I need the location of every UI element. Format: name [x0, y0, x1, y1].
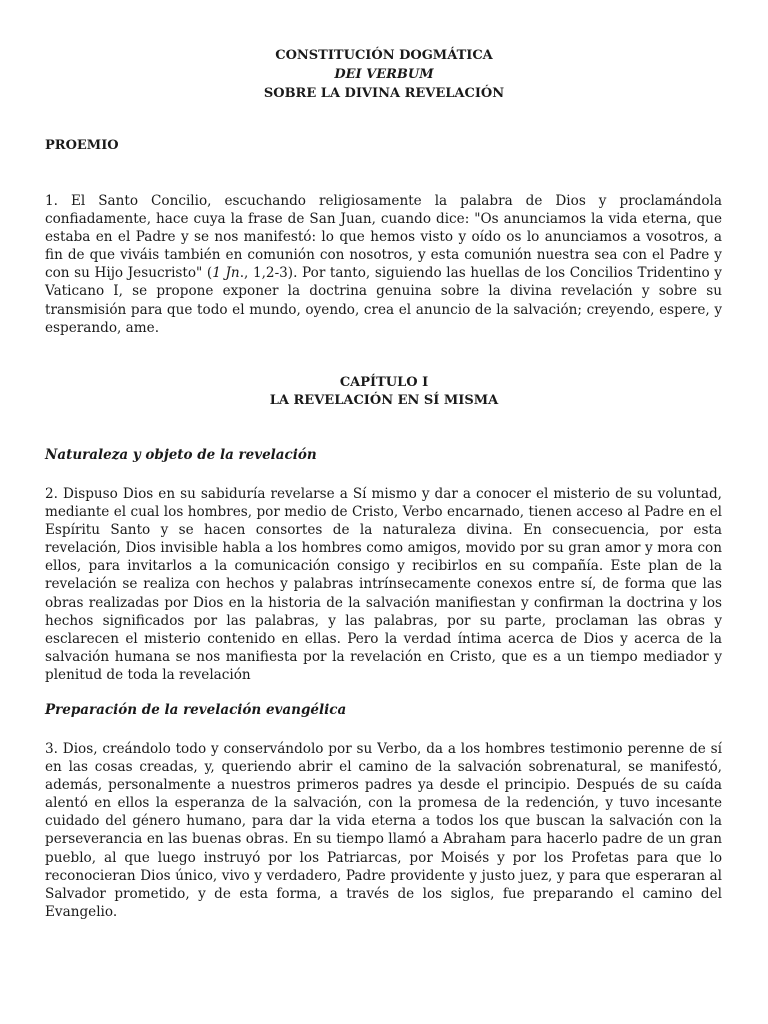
chapter-title: LA REVELACIÓN EN SÍ MISMA [269, 393, 499, 408]
paragraph-1-text-b: ., 1,2-3). Por tanto, siguiendo las huellas de los Concilios Tridentino y Vaticano I, se propone exponer la doctrina genuina sobre la divina revelación y sobre su transmisión para que todo el mundo, oyendo, crea el anuncio de la salvación; creyendo, espere, y esperando, ame. [45, 265, 722, 336]
paragraph-2: 2. Dispuso Dios en su sabiduría revelarse a Sí mismo y dar a conocer el misterio de su voluntad, mediante el cual los hombres, por medio de Cristo, Verbo encarnado, tienen acceso al Padre en el Espíritu Santo y se hacen consortes de la naturaleza divina. En consecuencia, por esta revelación, Dios invisible habla a los hombres como amigos, movido por su gran amor y mora con ellos, para invitarlos a la comunicación consigo y recibirlos en su compañía. Este plan de la revelación se realiza con hechos y palabras intrínsecamente conexos entre sí, de forma que las obras realizadas por Dios en la historia de la salvación manifiestan y confirman la doctrina y los hechos significados por las palabras, y las palabras, por su parte, proclaman las obras y esclarecen el misterio contenido en ellas. Pero la verdad íntima acerca de Dios y acerca de la salvación humana se nos manifiesta por la revelación en Cristo, que es a un tiempo mediador y plenitud de toda la revelación [45, 486, 722, 683]
paragraph-1 [45, 192, 722, 337]
paragraph-1-text-a: 1. El Santo Concilio, escuchando religiosamente la palabra de Dios y proclamándola confiadamente, hace cuya la frase de San Juan, cuando dice: "Os anunciamos la vida eterna, que estaba en el Padre y se nos manifestó: lo que hemos visto y oído os lo anunciamos a vosotros, a fin de que viváis también en comunión con nosotros, y esta comunión nuestra sea con el Padre y con su Hijo Jesucristo" ( [45, 193, 722, 282]
chapter-number: CAPÍTULO I [339, 375, 429, 390]
chapter-heading [0, 374, 768, 410]
title-line-1: CONSTITUCIÓN DOGMÁTICA [275, 48, 493, 63]
paragraph-3: 3. Dios, creándolo todo y conservándolo por su Verbo, da a los hombres testimonio perenne de sí en las cosas creadas, y, queriendo abrir el camino de la salvación sobrenatural, se manifestó, además, personalmente a nuestros primeros padres ya desde el principio. Después de su caída alentó en ellos la esperanza de la salvación, con la promesa de la redención, y tuvo incesante cuidado del género humano, para dar la vida eterna a todos los que buscan la salvación con la perseverancia en las buenas obras. En su tiempo llamó a Abraham para hacerlo padre de un gran pueblo, al que luego instruyó por los Patriarcas, por Moisés y por los Profetas para que lo reconocieran Dios único, vivo y verdadero, Padre providente y justo juez, y para que esperaran al Salvador prometido, y de esta forma, a través de los siglos, fue preparando el camino del Evangelio. [45, 741, 722, 920]
title-line-2: DEI VERBUM [334, 67, 434, 82]
proemio-heading: PROEMIO [45, 138, 119, 153]
title-line-3: SOBRE LA DIVINA REVELACIÓN [263, 86, 505, 101]
paragraph-1-reference: 1 Jn [212, 265, 240, 282]
section-title-preparacion: Preparación de la revelación evangélica [45, 702, 347, 718]
section-title-naturaleza: Naturaleza y objeto de la revelación [45, 447, 317, 463]
document-title [0, 46, 768, 103]
